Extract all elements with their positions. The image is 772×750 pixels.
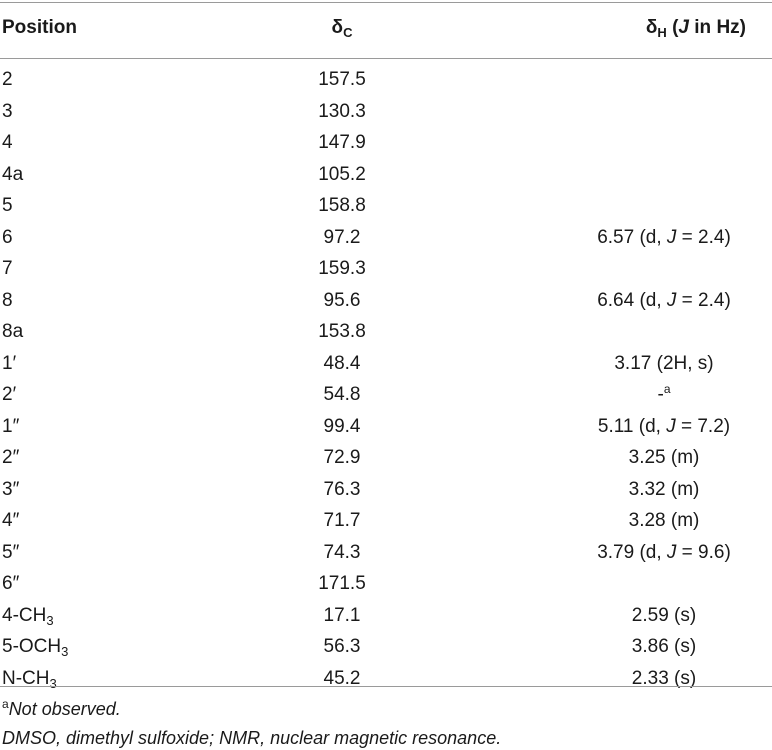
table-row	[0, 222, 772, 254]
header-delta-h-symbol: δ	[645, 17, 658, 38]
cell-position	[2, 285, 13, 317]
cell-position	[2, 600, 54, 632]
cell-delta-h	[632, 663, 696, 695]
footnote-a	[2, 697, 121, 721]
cell-delta-h-value: 3.32 (m)	[628, 478, 700, 500]
cell-position	[2, 442, 19, 474]
header-delta-h-unit: in Hz)	[689, 17, 746, 38]
cell-position	[2, 159, 23, 191]
cell-position-text: 2	[2, 69, 13, 90]
table-row	[0, 631, 772, 663]
cell-delta-h-value: 6.57 (d,	[597, 226, 667, 248]
table-row	[0, 159, 772, 191]
table-row	[0, 474, 772, 506]
table-row	[0, 537, 772, 569]
header-delta-c	[332, 16, 353, 40]
footnote-abbreviations: DMSO, dimethyl sulfoxide; NMR, nuclear magnetic resonance.	[2, 728, 502, 748]
cell-delta-h	[614, 348, 713, 380]
cell-position	[2, 222, 13, 254]
cell-delta-c: 56.3	[323, 636, 361, 657]
cell-position-text: 8	[2, 289, 13, 311]
cell-position-text: 4-CH	[2, 604, 47, 626]
cell-delta-c: 157.5	[318, 69, 366, 90]
cell-position-subscript: 3	[61, 644, 69, 659]
cell-delta-h-value: 3.25 (m)	[628, 447, 700, 468]
cell-delta-c: 74.3	[323, 541, 361, 563]
cell-delta-h-coupling: = 9.6)	[676, 541, 731, 563]
cell-position	[2, 663, 57, 695]
cell-delta-c: 95.6	[323, 289, 361, 311]
cell-position-text: 4″	[2, 510, 20, 531]
cell-delta-h-value: 3.28 (m)	[628, 510, 700, 531]
cell-position	[2, 474, 19, 506]
cell-position-text: N-CH	[2, 667, 50, 689]
cell-position-text: 4	[2, 132, 13, 153]
cell-position-subscript: 3	[49, 675, 57, 691]
cell-delta-c: 45.2	[323, 667, 361, 689]
cell-position	[2, 537, 19, 569]
table-body	[0, 64, 772, 694]
cell-delta-h	[632, 631, 696, 663]
cell-position	[2, 253, 13, 285]
table-row	[0, 190, 772, 222]
table-top-rule	[0, 2, 772, 3]
cell-delta-c: 97.2	[323, 226, 361, 248]
cell-position-text: 6	[2, 226, 13, 248]
cell-delta-h	[629, 442, 700, 474]
table-row	[0, 505, 772, 537]
cell-position-text: 8a	[2, 321, 24, 342]
header-delta-h-j: J	[678, 17, 689, 38]
cell-position	[2, 316, 23, 348]
cell-delta-c: 158.8	[318, 195, 366, 216]
cell-delta-h-j: J	[666, 541, 677, 563]
cell-delta-h	[598, 411, 730, 443]
cell-delta-c: 171.5	[318, 573, 366, 594]
cell-delta-c: 153.8	[318, 321, 366, 342]
cell-delta-c: 17.1	[323, 604, 361, 626]
table-row	[0, 411, 772, 443]
header-position: Position	[2, 17, 77, 38]
cell-delta-c: 72.9	[323, 447, 361, 468]
table-row	[0, 600, 772, 632]
table-row	[0, 442, 772, 474]
table-row	[0, 379, 772, 411]
cell-delta-h	[597, 222, 731, 254]
cell-delta-c: 130.3	[318, 100, 366, 122]
cell-position-text: 3″	[2, 478, 20, 500]
cell-delta-h	[629, 505, 700, 537]
header-delta-h-open-paren: (	[672, 17, 679, 38]
cell-delta-c: 147.9	[318, 132, 366, 153]
cell-position-text: 7	[2, 258, 13, 279]
cell-delta-h-value: 2.59 (s)	[631, 604, 697, 626]
cell-delta-h-footnote-marker: a	[663, 382, 671, 396]
cell-delta-h	[632, 600, 696, 632]
cell-position	[2, 64, 13, 96]
cell-position	[2, 348, 16, 380]
cell-delta-h-value: 5.11 (d,	[597, 415, 667, 437]
cell-position-text: 6″	[2, 573, 20, 594]
cell-position	[2, 505, 19, 537]
cell-delta-h-j: J	[666, 415, 676, 437]
cell-position-text: 3	[2, 100, 13, 122]
cell-delta-h-j: J	[666, 226, 677, 248]
cell-delta-c: 76.3	[323, 478, 361, 500]
cell-delta-h	[597, 537, 731, 569]
footnote-a-text: Not observed.	[8, 699, 121, 719]
header-delta-h-subscript: H	[657, 25, 667, 40]
table-row	[0, 96, 772, 128]
cell-position-text: 1″	[2, 415, 20, 437]
table-row	[0, 253, 772, 285]
header-delta-h	[646, 16, 746, 40]
cell-delta-c: 159.3	[318, 258, 366, 279]
table-bottom-rule	[0, 686, 772, 687]
cell-position-subscript: 3	[46, 612, 54, 628]
table-row	[0, 127, 772, 159]
cell-delta-h	[597, 285, 731, 317]
cell-delta-h-value: 6.64 (d,	[597, 289, 667, 311]
cell-delta-h-coupling: = 2.4)	[676, 226, 731, 248]
cell-delta-h	[629, 474, 700, 506]
cell-delta-c: 99.4	[323, 415, 361, 437]
table-row	[0, 316, 772, 348]
cell-position-text: 1′	[2, 352, 17, 374]
cell-position-text: 2′	[2, 384, 17, 405]
cell-delta-h-value: 3.17 (2H, s)	[614, 352, 714, 374]
cell-delta-h-value: 3.86 (s)	[631, 636, 697, 657]
cell-delta-h-j: J	[666, 289, 677, 311]
header-delta-c-symbol: δ	[331, 17, 344, 38]
cell-position-text: 5″	[2, 541, 20, 563]
cell-position	[2, 631, 68, 663]
cell-delta-h-value: 2.33 (s)	[631, 667, 697, 689]
cell-position	[2, 127, 13, 159]
cell-position	[2, 568, 19, 600]
cell-position-text: 4a	[2, 163, 24, 185]
table-row	[0, 285, 772, 317]
cell-delta-c: 54.8	[323, 384, 361, 405]
cell-delta-h-coupling: = 7.2)	[675, 415, 731, 437]
table-row	[0, 348, 772, 380]
table-row	[0, 64, 772, 96]
cell-delta-c: 71.7	[323, 510, 361, 531]
cell-position	[2, 96, 13, 128]
table-row	[0, 568, 772, 600]
cell-delta-h-value: 3.79 (d,	[597, 541, 667, 563]
cell-position-text: 5-OCH	[2, 636, 62, 657]
header-delta-c-subscript: C	[343, 25, 353, 40]
cell-position	[2, 190, 13, 222]
cell-position	[2, 379, 16, 411]
cell-delta-c: 48.4	[323, 352, 361, 374]
cell-position-text: 2″	[2, 447, 20, 468]
cell-position	[2, 411, 19, 443]
cell-delta-h-coupling: = 2.4)	[676, 289, 731, 311]
cell-delta-c: 105.2	[318, 163, 366, 185]
table-row	[0, 663, 772, 695]
cell-delta-h	[657, 379, 670, 411]
table-header-rule	[0, 58, 772, 59]
footnote-a-marker: a	[2, 697, 9, 711]
cell-position-text: 5	[2, 195, 13, 216]
cell-delta-h-value: -	[657, 384, 664, 405]
